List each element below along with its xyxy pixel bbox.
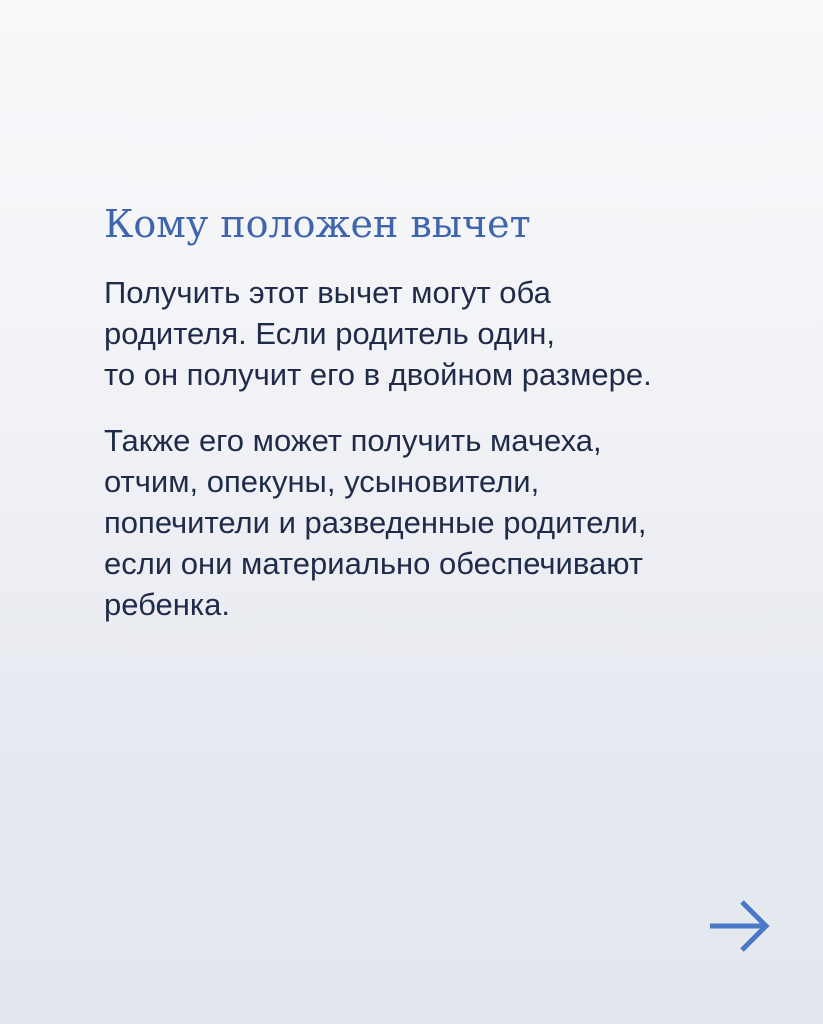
paragraph-eligibility xyxy=(104,272,784,395)
slide-content xyxy=(104,196,784,625)
text-line: если они материально обеспечивают xyxy=(104,546,644,581)
slide-title: Кому положен вычет xyxy=(104,202,531,246)
text-line: ребенка. xyxy=(104,587,230,622)
text-line: то он получит его в двойном размере. xyxy=(104,357,652,392)
next-slide-button[interactable] xyxy=(706,894,772,958)
text-line: отчим, опекуны, усыновители, xyxy=(104,464,540,499)
text-line: попечители и разведенные родители, xyxy=(104,505,647,540)
text-line: родителя. Если родитель один, xyxy=(104,316,556,351)
arrow-right-icon xyxy=(706,894,772,958)
text-line: Также его может получить мачеха, xyxy=(104,423,602,458)
paragraph-other-recipients xyxy=(104,420,784,625)
text-line: Получить этот вычет могут оба xyxy=(104,275,551,310)
